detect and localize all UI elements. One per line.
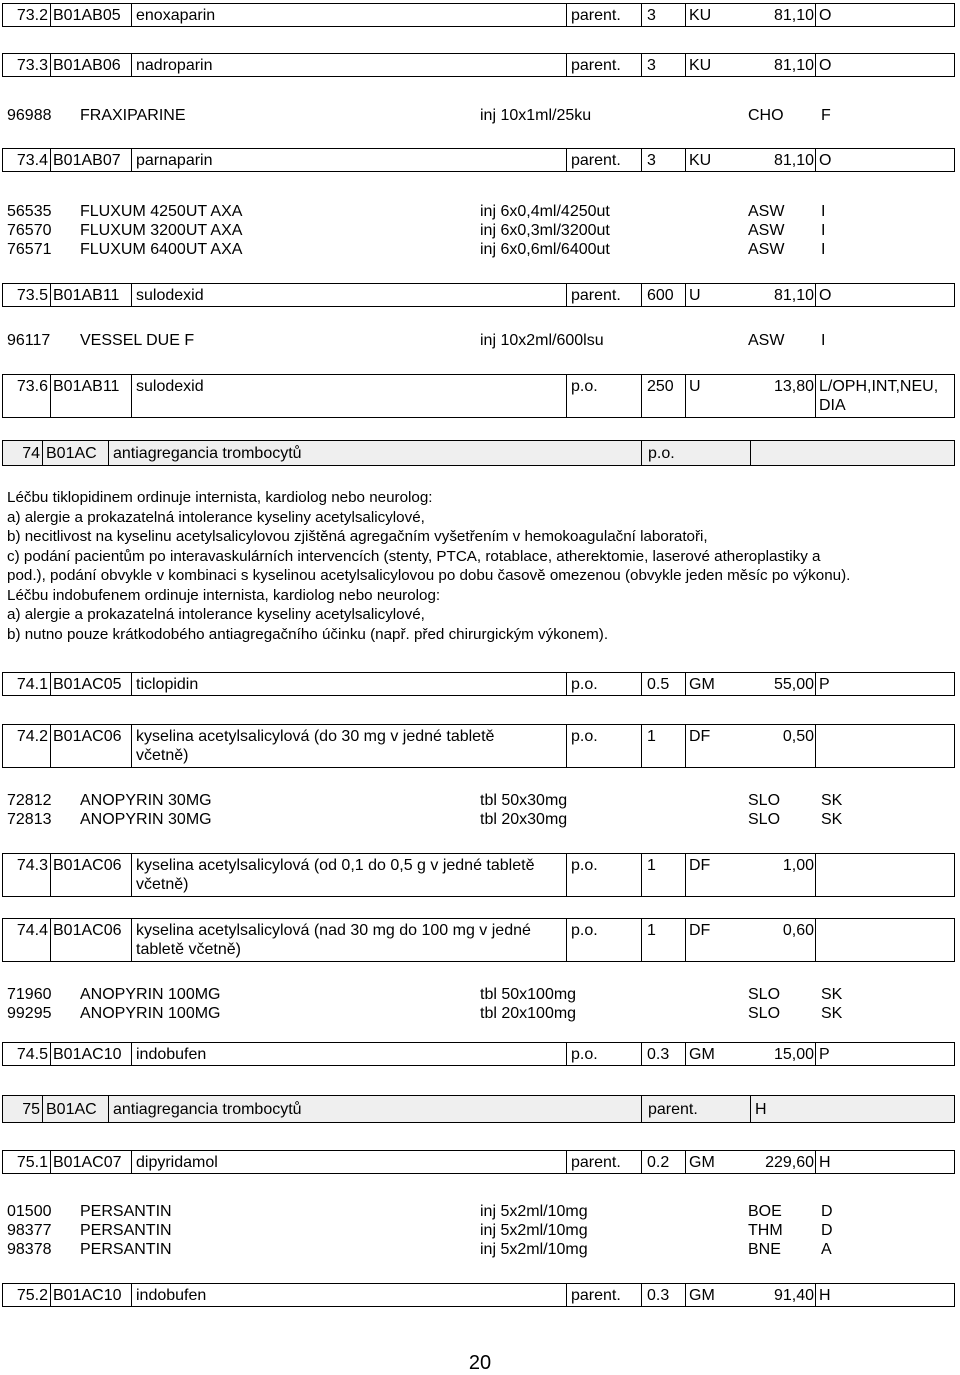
group-row xyxy=(2,918,955,962)
substance-name: sulodexid xyxy=(136,378,204,395)
rule-line: pod.), podání obvykle v kombinaci s kyselinou acetylsalicylovou po dobu časově omezenou (obvykle jeden měsíc po výkonu). xyxy=(7,567,851,584)
cell-divider xyxy=(566,54,567,76)
unit: U xyxy=(689,378,701,395)
note: O xyxy=(819,7,832,24)
category-header xyxy=(2,440,955,466)
cell-divider xyxy=(566,725,567,767)
group-row xyxy=(2,53,955,77)
header-name: antiagregancia trombocytů xyxy=(113,445,302,462)
cell-divider xyxy=(815,1284,816,1306)
substance-name: parnaparin xyxy=(136,152,213,169)
product-holder: ASW xyxy=(748,203,785,220)
rule-line: c) podání pacientům po interavaskulárních intervencích (stenty, PTCA, rotablace, atherektomie, laserové atheroplastiky a xyxy=(7,547,821,565)
product-form: inj 10x2ml/600lsu xyxy=(480,332,604,349)
product-name: ANOPYRIN 100MG xyxy=(80,986,221,1003)
product-holder: CHO xyxy=(748,107,784,124)
product-code: 96988 xyxy=(7,107,52,124)
product-holder: SLO xyxy=(748,1005,781,1022)
cell-divider xyxy=(131,375,132,417)
product-form: inj 6x0,4ml/4250ut xyxy=(480,203,610,220)
dose: 3 xyxy=(647,57,656,74)
cell-divider xyxy=(685,854,686,896)
substance-name-cont: tabletě včetně) xyxy=(136,941,241,958)
product-code: 98378 xyxy=(7,1241,52,1258)
group-row xyxy=(2,672,955,696)
cell-divider xyxy=(815,284,816,306)
cell-divider xyxy=(50,919,51,961)
product-holder: SLO xyxy=(748,811,781,828)
product-name: FLUXUM 3200UT AXA xyxy=(80,222,243,239)
category-header xyxy=(2,1095,955,1123)
cell-divider xyxy=(50,375,51,417)
price: 81,10 xyxy=(773,57,814,74)
rule-line: b) nutno pouze krátkodobého antiagregačního účinku (např. před chirurgickým výkonem). xyxy=(7,625,609,643)
substance-name: nadroparin xyxy=(136,57,213,74)
atc-code: B01AC06 xyxy=(53,857,122,874)
route: p.o. xyxy=(571,857,598,874)
product-flag: I xyxy=(821,222,826,239)
unit: KU xyxy=(689,57,712,74)
group-row xyxy=(2,148,955,172)
product-flag: F xyxy=(821,107,831,124)
cell-divider xyxy=(641,1284,642,1306)
atc-code: B01AB07 xyxy=(53,152,121,169)
unit: U xyxy=(689,287,701,304)
cell-divider xyxy=(566,375,567,417)
cell-divider xyxy=(641,149,642,171)
route: parent. xyxy=(571,1154,621,1171)
product-name: ANOPYRIN 100MG xyxy=(80,1005,221,1022)
header-route: p.o. xyxy=(648,445,675,462)
cell-divider xyxy=(641,54,642,76)
cell-divider xyxy=(641,284,642,306)
route: p.o. xyxy=(571,728,598,745)
product-flag: I xyxy=(821,203,826,220)
product-name: ANOPYRIN 30MG xyxy=(80,811,212,828)
group-number: 75.2 xyxy=(16,1287,48,1304)
product-code: 96117 xyxy=(7,332,51,349)
product-code: 98377 xyxy=(7,1222,52,1239)
cell-divider xyxy=(815,673,816,695)
cell-divider xyxy=(42,441,43,465)
group-row xyxy=(2,853,955,897)
cell-divider xyxy=(50,284,51,306)
cell-divider xyxy=(131,919,132,961)
cell-divider xyxy=(815,4,816,26)
rule-line: a) alergie a prokazatelná intolerance kyseliny acetylsalicylové, xyxy=(7,508,425,526)
cell-divider xyxy=(566,1043,567,1065)
product-code: 71960 xyxy=(7,986,52,1003)
product-form: inj 5x2ml/10mg xyxy=(480,1203,588,1220)
cell-divider xyxy=(685,284,686,306)
product-code: 72813 xyxy=(7,811,52,828)
dose: 250 xyxy=(647,378,674,395)
dose: 1 xyxy=(647,857,656,874)
cell-divider xyxy=(641,4,642,26)
cell-divider xyxy=(815,725,816,767)
product-holder: ASW xyxy=(748,222,785,239)
route: parent. xyxy=(571,152,621,169)
product-holder: BNE xyxy=(748,1241,781,1258)
product-flag: SK xyxy=(821,811,843,828)
cell-divider xyxy=(131,54,132,76)
header-note: H xyxy=(755,1101,767,1118)
page-number: 20 xyxy=(468,1352,492,1374)
product-code: 56535 xyxy=(7,203,52,220)
price: 15,00 xyxy=(773,1046,814,1063)
product-flag: SK xyxy=(821,1005,843,1022)
cell-divider xyxy=(50,725,51,767)
cell-divider xyxy=(566,1151,567,1173)
group-number: 74.3 xyxy=(16,857,48,874)
product-form: tbl 20x100mg xyxy=(480,1005,577,1022)
route: parent. xyxy=(571,57,621,74)
cell-divider xyxy=(50,1151,51,1173)
cell-divider xyxy=(641,673,642,695)
substance-name: enoxaparin xyxy=(136,7,216,24)
header-number: 74 xyxy=(22,445,40,462)
cell-divider xyxy=(815,1151,816,1173)
substance-name: kyselina acetylsalicylová (do 30 mg v jedné tabletě xyxy=(136,728,495,745)
dose: 0.3 xyxy=(647,1287,670,1304)
header-number: 75 xyxy=(22,1101,40,1118)
substance-name: kyselina acetylsalicylová (nad 30 mg do 100 mg v jedné xyxy=(136,922,531,939)
cell-divider xyxy=(641,1151,642,1173)
cell-divider xyxy=(641,1096,642,1122)
group-row xyxy=(2,1042,955,1066)
cell-divider xyxy=(131,1043,132,1065)
atc-code: B01AC10 xyxy=(53,1287,122,1304)
product-holder: SLO xyxy=(748,792,781,809)
cell-divider xyxy=(815,149,816,171)
rule-line: Léčbu tiklopidinem ordinuje internista, kardiolog nebo neurolog: xyxy=(7,489,433,506)
note: L/OPH,INT,NEU, xyxy=(819,378,939,395)
cell-divider xyxy=(641,725,642,767)
product-name: VESSEL DUE F xyxy=(80,332,195,349)
unit: KU xyxy=(689,152,712,169)
atc-code: B01AC10 xyxy=(53,1046,122,1063)
group-row xyxy=(2,1150,955,1174)
cell-divider xyxy=(131,1284,132,1306)
cell-divider xyxy=(50,1284,51,1306)
cell-divider xyxy=(750,441,751,465)
substance-name: ticlopidin xyxy=(136,676,199,693)
cell-divider xyxy=(750,1096,751,1122)
cell-divider xyxy=(131,1151,132,1173)
cell-divider xyxy=(685,1151,686,1173)
product-name: ANOPYRIN 30MG xyxy=(80,792,212,809)
product-code: 76570 xyxy=(7,222,52,239)
note: P xyxy=(819,1046,830,1063)
product-holder: ASW xyxy=(748,332,785,349)
group-number: 73.2 xyxy=(16,7,48,24)
group-number: 74.5 xyxy=(16,1046,48,1063)
product-code: 01500 xyxy=(7,1203,52,1220)
price: 0,60 xyxy=(782,922,814,939)
group-number: 74.4 xyxy=(16,922,48,939)
product-form: tbl 50x30mg xyxy=(480,792,568,809)
product-name: FLUXUM 6400UT AXA xyxy=(80,241,243,258)
dose: 0.3 xyxy=(647,1046,670,1063)
group-row xyxy=(2,724,955,768)
group-number: 74.1 xyxy=(16,676,48,693)
product-holder: BOE xyxy=(748,1203,782,1220)
substance-name: dipyridamol xyxy=(136,1154,218,1171)
group-number: 73.4 xyxy=(16,152,48,169)
group-number: 75.1 xyxy=(16,1154,48,1171)
group-number: 73.3 xyxy=(16,57,48,74)
route: parent. xyxy=(571,1287,621,1304)
product-form: inj 5x2ml/10mg xyxy=(480,1241,588,1258)
atc-code: B01AB11 xyxy=(53,287,120,304)
product-flag: I xyxy=(821,332,826,349)
product-holder: ASW xyxy=(748,241,785,258)
cell-divider xyxy=(50,149,51,171)
atc-code: B01AC07 xyxy=(53,1154,122,1171)
group-row xyxy=(2,3,955,27)
group-row xyxy=(2,283,955,307)
cell-divider xyxy=(685,54,686,76)
cell-divider xyxy=(685,673,686,695)
note: O xyxy=(819,152,832,169)
substance-name-cont: včetně) xyxy=(136,747,189,764)
rule-line: a) alergie a prokazatelná intolerance kyseliny acetylsalicylové, xyxy=(7,606,425,623)
note-cont: DIA xyxy=(819,397,846,414)
header-atc: B01AC xyxy=(46,445,97,462)
cell-divider xyxy=(131,284,132,306)
price: 81,10 xyxy=(773,7,814,24)
atc-code: B01AC06 xyxy=(53,728,122,745)
cell-divider xyxy=(566,919,567,961)
group-number: 74.2 xyxy=(16,728,48,745)
cell-divider xyxy=(641,441,642,465)
cell-divider xyxy=(685,375,686,417)
route: parent. xyxy=(571,287,621,304)
product-name: PERSANTIN xyxy=(80,1222,172,1239)
cell-divider xyxy=(641,919,642,961)
header-atc: B01AC xyxy=(46,1101,97,1118)
product-flag: A xyxy=(821,1241,832,1258)
price: 91,40 xyxy=(773,1287,814,1304)
prescription-rules xyxy=(7,488,952,644)
cell-divider xyxy=(641,1043,642,1065)
product-code: 72812 xyxy=(7,792,52,809)
cell-divider xyxy=(815,1043,816,1065)
product-form: tbl 20x30mg xyxy=(480,811,568,828)
note: H xyxy=(819,1154,831,1171)
dose: 3 xyxy=(647,7,656,24)
note: O xyxy=(819,57,832,74)
atc-code: B01AB11 xyxy=(53,378,120,395)
dose: 0.2 xyxy=(647,1154,670,1171)
group-row xyxy=(2,1283,955,1307)
product-form: inj 10x1ml/25ku xyxy=(480,107,592,124)
dose: 1 xyxy=(647,922,656,939)
dose: 600 xyxy=(647,287,674,304)
product-name: FRAXIPARINE xyxy=(80,107,186,124)
cell-divider xyxy=(566,4,567,26)
cell-divider xyxy=(815,854,816,896)
unit: DF xyxy=(689,728,711,745)
product-form: tbl 50x100mg xyxy=(480,986,577,1003)
unit: GM xyxy=(689,1154,715,1171)
cell-divider xyxy=(641,854,642,896)
price: 13,80 xyxy=(773,378,814,395)
atc-code: B01AB06 xyxy=(53,57,121,74)
cell-divider xyxy=(566,1284,567,1306)
cell-divider xyxy=(131,854,132,896)
substance-name-cont: včetně) xyxy=(136,876,189,893)
substance-name: indobufen xyxy=(136,1046,207,1063)
cell-divider xyxy=(566,854,567,896)
product-form: inj 6x0,3ml/3200ut xyxy=(480,222,610,239)
cell-divider xyxy=(685,149,686,171)
cell-divider xyxy=(566,673,567,695)
cell-divider xyxy=(131,149,132,171)
cell-divider xyxy=(566,149,567,171)
product-code: 76571 xyxy=(7,241,52,258)
product-flag: D xyxy=(821,1222,833,1239)
cell-divider xyxy=(685,919,686,961)
price: 0,50 xyxy=(782,728,814,745)
product-holder: THM xyxy=(748,1222,783,1239)
note: O xyxy=(819,287,832,304)
cell-divider xyxy=(566,284,567,306)
cell-divider xyxy=(815,375,816,417)
price: 1,00 xyxy=(782,857,814,874)
cell-divider xyxy=(108,441,109,465)
rule-line: b) necitlivost na kyselinu acetylsalicylovou zjištěná agregačním vyšetřením v hemokoagulační laboratoři, xyxy=(7,528,708,545)
unit: GM xyxy=(689,1046,715,1063)
cell-divider xyxy=(131,673,132,695)
product-flag: I xyxy=(821,241,826,258)
cell-divider xyxy=(50,1043,51,1065)
cell-divider xyxy=(50,54,51,76)
cell-divider xyxy=(685,1284,686,1306)
cell-divider xyxy=(131,4,132,26)
route: parent. xyxy=(571,7,621,24)
price: 55,00 xyxy=(773,676,814,693)
cell-divider xyxy=(50,854,51,896)
cell-divider xyxy=(685,4,686,26)
unit: GM xyxy=(689,676,715,693)
substance-name: indobufen xyxy=(136,1287,207,1304)
cell-divider xyxy=(815,54,816,76)
route: p.o. xyxy=(571,676,598,693)
dose: 1 xyxy=(647,728,656,745)
atc-code: B01AC05 xyxy=(53,676,122,693)
atc-code: B01AB05 xyxy=(53,7,121,24)
product-flag: SK xyxy=(821,792,843,809)
header-name: antiagregancia trombocytů xyxy=(113,1101,302,1118)
cell-divider xyxy=(641,375,642,417)
unit: DF xyxy=(689,922,711,939)
route: p.o. xyxy=(571,922,598,939)
product-form: inj 5x2ml/10mg xyxy=(480,1222,588,1239)
price: 81,10 xyxy=(773,152,814,169)
unit: GM xyxy=(689,1287,715,1304)
product-holder: SLO xyxy=(748,986,781,1003)
cell-divider xyxy=(50,4,51,26)
cell-divider xyxy=(108,1096,109,1122)
cell-divider xyxy=(685,1043,686,1065)
price: 81,10 xyxy=(773,287,814,304)
substance-name: sulodexid xyxy=(136,287,204,304)
cell-divider xyxy=(685,725,686,767)
cell-divider xyxy=(131,725,132,767)
group-number: 73.5 xyxy=(16,287,48,304)
dose: 0.5 xyxy=(647,676,670,693)
substance-name: kyselina acetylsalicylová (od 0,1 do 0,5 g v jedné tabletě xyxy=(136,857,535,874)
header-route: parent. xyxy=(648,1101,698,1118)
product-name: PERSANTIN xyxy=(80,1203,172,1220)
route: p.o. xyxy=(571,378,598,395)
price: 229,60 xyxy=(765,1154,814,1171)
cell-divider xyxy=(815,919,816,961)
note: H xyxy=(819,1287,831,1304)
cell-divider xyxy=(50,673,51,695)
rule-line: Léčbu indobufenem ordinuje internista, kardiolog nebo neurolog: xyxy=(7,586,441,604)
product-name: PERSANTIN xyxy=(80,1241,172,1258)
product-code: 99295 xyxy=(7,1005,52,1022)
dose: 3 xyxy=(647,152,656,169)
route: p.o. xyxy=(571,1046,598,1063)
group-row xyxy=(2,374,955,418)
atc-code: B01AC06 xyxy=(53,922,122,939)
note: P xyxy=(819,676,830,693)
product-name: FLUXUM 4250UT AXA xyxy=(80,203,243,220)
cell-divider xyxy=(42,1096,43,1122)
unit: KU xyxy=(689,7,712,24)
group-number: 73.6 xyxy=(16,378,48,395)
unit: DF xyxy=(689,857,711,874)
product-flag: D xyxy=(821,1203,833,1220)
product-flag: SK xyxy=(821,986,843,1003)
product-form: inj 6x0,6ml/6400ut xyxy=(480,241,610,258)
